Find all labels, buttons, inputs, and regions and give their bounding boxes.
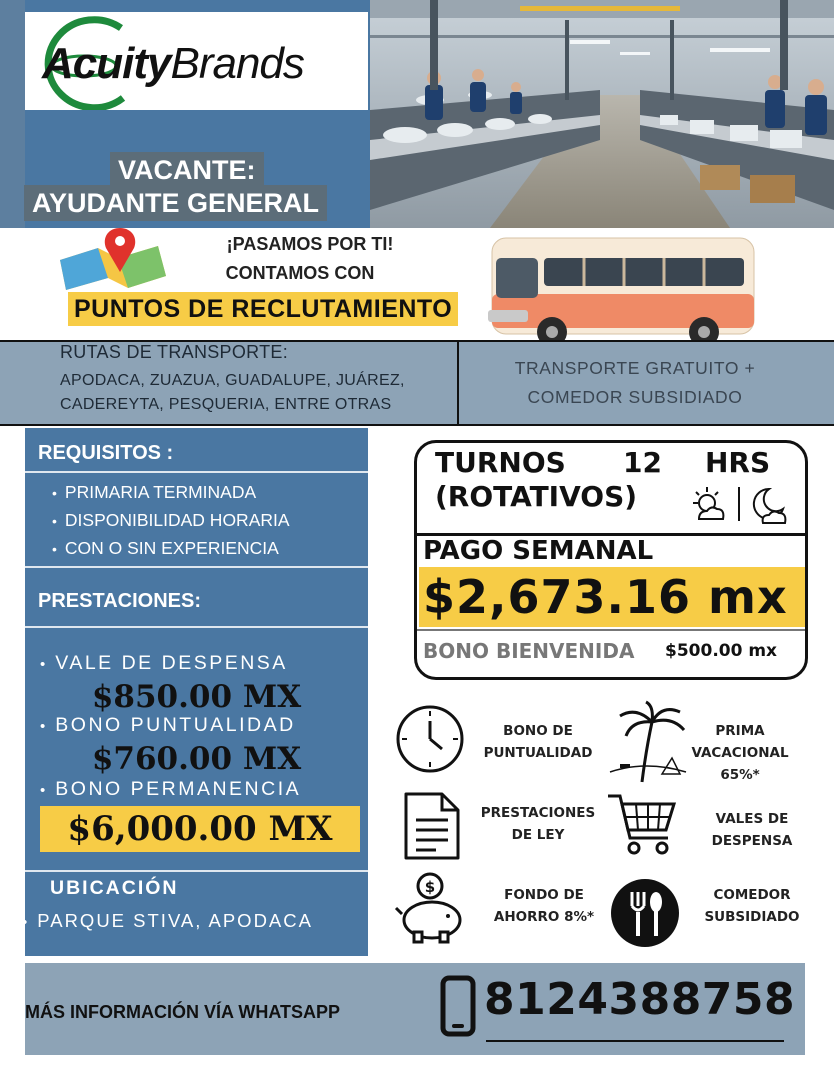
phone-underline xyxy=(486,1040,784,1042)
benefit-line: COMEDOR xyxy=(713,887,791,903)
location-title: UBICACIÓN xyxy=(50,877,179,899)
vacancy-title: VACANTE: xyxy=(110,152,264,188)
phone-icon xyxy=(440,975,476,1037)
benefit-line: 65%* xyxy=(720,767,760,783)
vacancy-position: AYUDANTE GENERAL xyxy=(24,185,327,221)
divider xyxy=(25,626,368,628)
bus-icon xyxy=(482,232,758,350)
weekly-pay-amount: $2,673.16 mx xyxy=(419,567,807,627)
pickup-text: ¡PASAMOS POR TI! xyxy=(226,234,394,254)
benefit-line: PUNTUALIDAD xyxy=(483,745,593,761)
whatsapp-phone-number[interactable]: 8124388758 xyxy=(484,974,796,1025)
benefit-line: BONO DE xyxy=(503,723,573,739)
cutlery-icon xyxy=(610,878,680,948)
clock-icon xyxy=(394,703,466,775)
routes-line-1: APODACA, ZUAZUA, GUADALUPE, JUÁREZ, xyxy=(60,372,405,389)
brand-name-light: Brands xyxy=(170,39,304,88)
recruitment-points-highlight: PUNTOS DE RECLUTAMIENTO xyxy=(68,292,458,326)
box-divider xyxy=(417,629,808,631)
document-icon xyxy=(402,790,462,862)
benefit-label xyxy=(678,720,802,786)
subsidized-cafeteria-text: COMEDOR SUBSIDIADO xyxy=(527,387,743,407)
brand-logo xyxy=(42,34,362,94)
benefit-label xyxy=(690,884,814,928)
shifts-rotating: (ROTATIVOS) xyxy=(435,480,638,513)
benefit-line: PRIMA xyxy=(715,723,765,739)
requirements-title: REQUISITOS : xyxy=(38,442,174,464)
benefits-title: PRESTACIONES: xyxy=(38,590,201,612)
benefit-line: VACACIONAL xyxy=(691,745,789,761)
benefit-label xyxy=(468,802,608,846)
shifts-pay-box xyxy=(414,440,808,680)
benefit-label xyxy=(686,808,818,852)
requirement-item: • DISPONIBILIDAD HORARIA xyxy=(52,507,290,535)
palm-beach-icon xyxy=(606,700,688,784)
benefit-line: DE LEY xyxy=(511,827,565,843)
icon-divider xyxy=(738,487,740,521)
shifts-word: TURNOS xyxy=(435,446,566,479)
benefit-line: PRESTACIONES xyxy=(480,805,596,821)
night-icon xyxy=(747,483,791,527)
shifts-hrs: HRS xyxy=(705,446,771,479)
benefit-amount-groceries: $850.00 MX xyxy=(91,679,302,715)
benefit-label-permanence: • BONO PERMANENCIA xyxy=(40,778,301,801)
whatsapp-info-text: MÁS INFORMACIÓN VÍA WHATSAPP xyxy=(25,1002,340,1022)
requirements-list xyxy=(52,479,290,563)
benefit-label xyxy=(468,720,608,764)
map-pin-icon xyxy=(58,226,170,294)
day-icon xyxy=(689,485,729,525)
routes-title: RUTAS DE TRANSPORTE: xyxy=(60,342,289,362)
left-accent-bar xyxy=(0,0,25,228)
points-text: CONTAMOS CON xyxy=(225,263,375,283)
requirement-item: • PRIMARIA TERMINADA xyxy=(52,479,290,507)
benefit-line: VALES DE xyxy=(715,811,789,827)
requirement-item: • CON O SIN EXPERIENCIA xyxy=(52,535,290,563)
piggy-bank-icon xyxy=(394,870,468,944)
benefit-amount-punctuality: $760.00 MX xyxy=(91,741,302,777)
divider xyxy=(25,566,368,568)
benefit-line: FONDO DE xyxy=(504,887,584,903)
welcome-bonus-amount: $500.00 mx xyxy=(665,641,778,661)
benefit-label xyxy=(476,884,612,928)
welcome-bonus-label: BONO BIENVENIDA xyxy=(423,639,635,663)
shifts-hours: 12 xyxy=(623,446,662,479)
divider xyxy=(25,870,368,872)
shopping-cart-icon xyxy=(606,790,678,860)
weekly-pay-title: PAGO SEMANAL xyxy=(423,536,654,566)
location-place: • PARQUE STIVA, APODACA xyxy=(22,910,313,932)
benefit-amount-permanence: $6,000.00 MX xyxy=(40,806,360,852)
benefit-label-groceries: • VALE DE DESPENSA xyxy=(40,652,288,675)
benefit-line: SUBSIDIADO xyxy=(704,909,800,925)
free-transport-text: TRANSPORTE GRATUITO + xyxy=(514,358,756,378)
benefit-line: DESPENSA xyxy=(711,833,793,849)
svg-text:$: $ xyxy=(424,878,436,896)
factory-photo xyxy=(370,0,834,228)
divider xyxy=(25,471,368,473)
routes-divider xyxy=(457,342,459,424)
benefit-label-punctuality: • BONO PUNTUALIDAD xyxy=(40,714,296,737)
benefit-line: AHORRO 8%* xyxy=(493,909,595,925)
routes-line-2: CADEREYTA, PESQUERIA, ENTRE OTRAS xyxy=(60,396,392,413)
brand-name-bold: Acuity xyxy=(42,39,171,88)
